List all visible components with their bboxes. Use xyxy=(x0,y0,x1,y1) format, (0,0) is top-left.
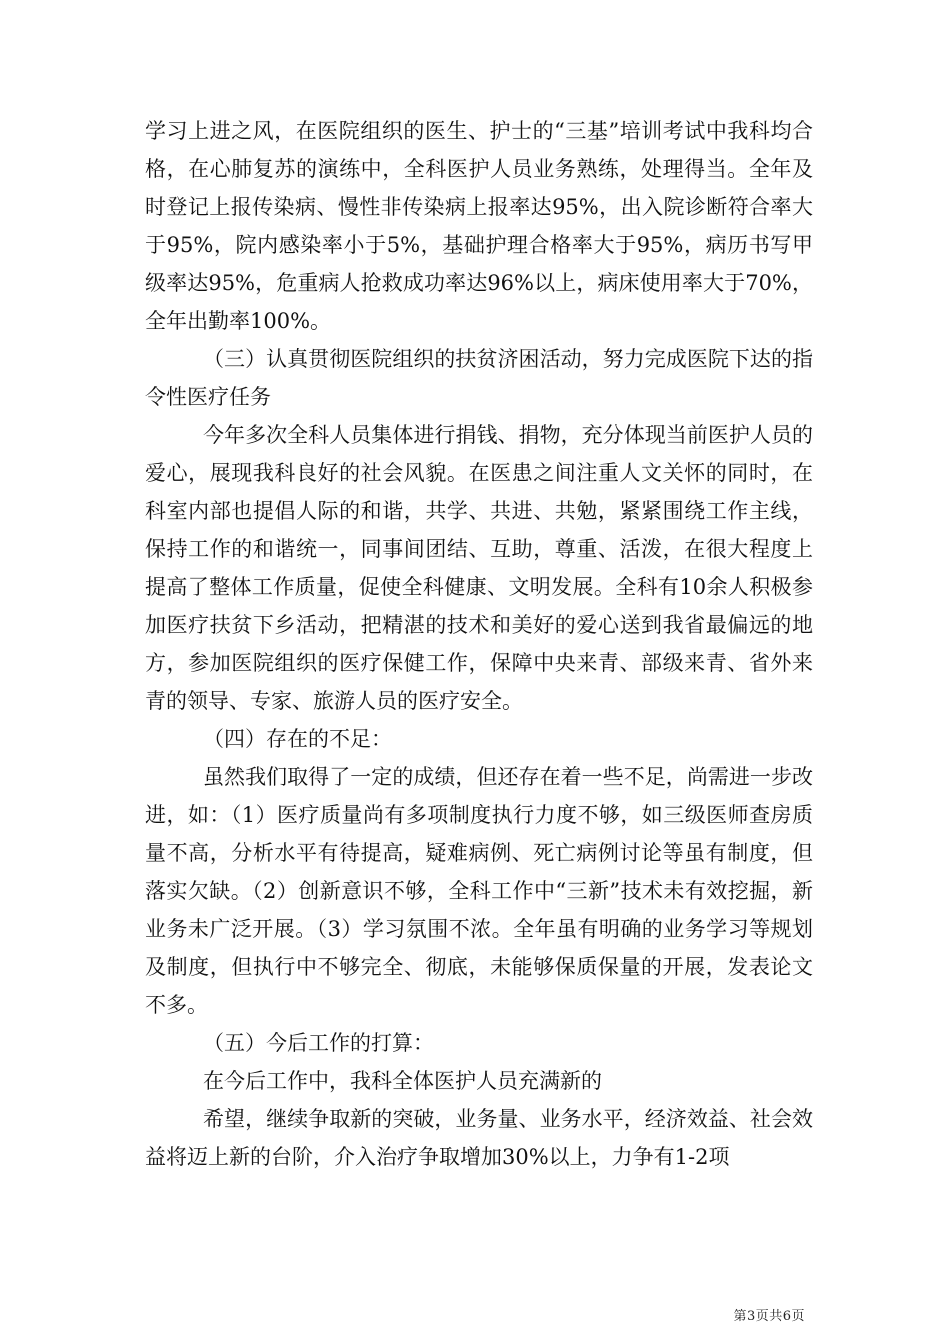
paragraph-future-plan: 希望，继续争取新的突破，业务量、业务水平，经济效益、社会效益将迈上新的台阶，介入治疗争取增加30%以上，力争有1-2项 xyxy=(145,1107,813,1169)
section-heading-three: （三）认真贯彻医院组织的扶贫济困活动，努力完成医院下达的指令性医疗任务 xyxy=(145,347,813,409)
paragraph-shortcomings: 虽然我们取得了一定的成绩，但还存在着一些不足，尚需进一步改进，如：（1）医疗质量尚有多项制度执行力度不够，如三级医师查房质量不高，分析水平有待提高，疑难病例、死亡病例讨论等虽有制度，但落实欠缺。（2）创新意识不够，全科工作中“三新”技术未有效挖掘，新业务未广泛开展。（3）学习氛围不浓。全年虽有明确的业务学习等规划及制度，但执行中不够完全、彻底，未能够保质保量的开展，发表论文不多。 xyxy=(145,765,813,1017)
paragraph-continued-stats: 学习上进之风，在医院组织的医生、护士的“三基”培训考试中我科均合格，在心肺复苏的演练中，全科医护人员业务熟练，处理得当。全年及时登记上报传染病、慢性非传染病上报率达95%，出入院诊断符合率大于95%，院内感染率小于5%，基础护理合格率大于95%，病历书写甲级率达95%，危重病人抢救成功率达96%以上，病床使用率大于70%，全年出勤率100%。 xyxy=(145,119,813,333)
document-body xyxy=(145,112,813,1176)
page-number: 第3页共6页 xyxy=(733,1309,805,1324)
paragraph-poverty-relief: 今年多次全科人员集体进行捐钱、捐物，充分体现当前医护人员的爱心，展现我科良好的社会风貌。在医患之间注重人文关怀的同时，在科室内部也提倡人际的和谐，共学、共进、共勉，紧紧围绕工作主线，保持工作的和谐统一，同事间团结、互助，尊重、活泼，在很大程度上提高了整体工作质量，促使全科健康、文明发展。全科有10余人积极参加医疗扶贫下乡活动，把精湛的技术和美好的爱心送到我省最偏远的地方，参加医院组织的医疗保健工作，保障中央来青、部级来青、省外来青的领导、专家、旅游人员的医疗安全。 xyxy=(145,423,813,713)
section-heading-five: （五）今后工作的打算： xyxy=(203,1031,434,1055)
paragraph-future-plan-line: 在今后工作中，我科全体医护人员充满新的 xyxy=(203,1069,602,1093)
section-heading-four: （四）存在的不足： xyxy=(203,727,392,751)
